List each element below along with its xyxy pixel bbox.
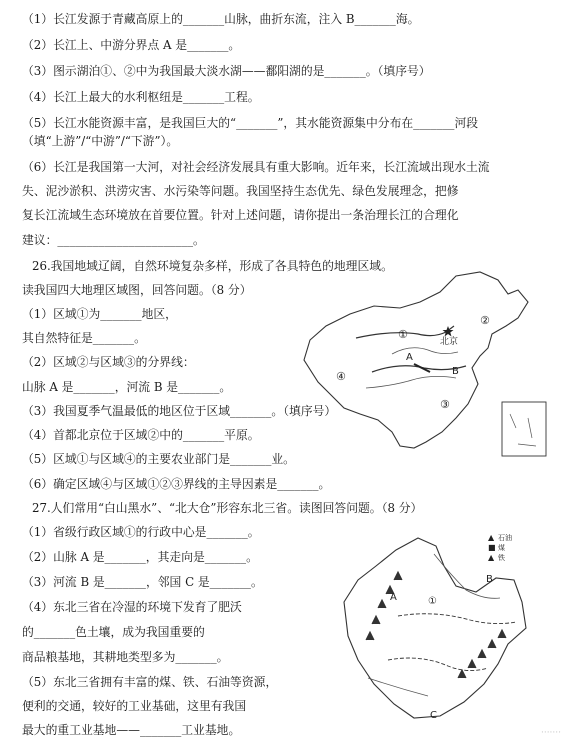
text-line: 复长江流域生态环境放在首要位置。针对上述问题，请你提出一条治理长江的合理化 xyxy=(22,208,459,222)
map-label-a: A xyxy=(406,352,413,363)
text-line: 山脉 A 是_______，河流 B 是_______。 xyxy=(22,380,232,394)
text-line: （5）东北三省拥有丰富的煤、铁、石油等资源， xyxy=(22,675,278,689)
mountain-range-east xyxy=(458,630,506,678)
text-line: （4）首都北京位于区域②中的_______平原。 xyxy=(22,428,260,442)
map-label-1: ① xyxy=(428,596,437,607)
text-line: 26.我国地域辽阔，自然环境复杂多样，形成了各具特色的地理区域。 xyxy=(32,259,393,273)
text-line: （3）河流 B 是_______，邻国 C 是_______。 xyxy=(22,575,263,589)
legend-symbol-oil: ▲ xyxy=(488,533,495,542)
china-outline xyxy=(304,272,528,448)
text-line: （1）长江发源于青藏高原上的_______山脉，曲折东流，注入 B_______海。 xyxy=(22,12,420,26)
region-label-4: ④ xyxy=(336,370,346,383)
text-line: （填“上游”/“中游”/“下游”）。 xyxy=(22,134,179,148)
text-line: 27.人们常用“白山黑水”、“北大仓”形容东北三省。读图回答问题。（8 分） xyxy=(32,501,423,515)
text-line: （1）省级行政区域①的行政中心是_______。 xyxy=(22,525,260,539)
text-line: 建议：_______________________。 xyxy=(22,233,205,247)
region-label-2: ② xyxy=(480,314,490,327)
text-line: 其自然特征是_______。 xyxy=(22,331,146,345)
map-label-c: C xyxy=(430,710,437,721)
text-line: 最大的重工业基地——_______工业基地。 xyxy=(22,723,241,737)
river-path xyxy=(366,376,456,388)
legend-iron: 铁 xyxy=(498,554,505,562)
text-line: （6）长江是我国第一大河，对社会经济发展具有重大影响。近年来，长江流域出现水土流 xyxy=(22,160,490,174)
text-line: （4）长江上最大的水利枢纽是_______工程。 xyxy=(22,90,260,104)
legend-coal: 煤 xyxy=(498,544,505,552)
text-line: （6）确定区域④与区域①②③界线的主导因素是_______。 xyxy=(22,477,331,491)
river-yellow xyxy=(392,348,458,354)
region-label-3: ③ xyxy=(440,398,450,411)
china-regions-map xyxy=(296,268,558,460)
map-label-b: B xyxy=(452,366,459,377)
text-line: 读我国四大地理区域图，回答问题。（8 分） xyxy=(22,283,252,297)
legend-oil: 石油 xyxy=(498,534,512,542)
northeast-outline xyxy=(344,538,526,718)
text-line: （1）区域①为_______地区， xyxy=(22,307,177,321)
map-label-a: A xyxy=(390,592,397,603)
text-line: 商品粮基地，其耕地类型多为_______。 xyxy=(22,650,229,664)
legend-symbol-iron: ▲ xyxy=(488,553,495,562)
map-label-b: B xyxy=(486,574,493,585)
text-line: （3）图示湖泊①、②中为我国最大淡水湖——鄱阳湖的是_______。（填序号） xyxy=(22,64,431,78)
text-line: （2）山脉 A 是_______，其走向是_______。 xyxy=(22,550,258,564)
map-label-beijing: 北京 xyxy=(440,337,459,347)
text-line: （2）区域②与区域③的分界线： xyxy=(22,355,195,369)
text-line: （5）区域①与区域④的主要农业部门是_______业。 xyxy=(22,452,295,466)
text-line: （2）长江上、中游分界点 A 是_______。 xyxy=(22,38,241,52)
text-line: （4）东北三省在冷湿的环境下发育了肥沃 xyxy=(22,600,242,614)
legend-symbol-coal: ■ xyxy=(488,543,496,552)
mountain-range-a xyxy=(366,572,402,640)
corner-watermark: ······· xyxy=(540,728,561,738)
text-line: 便利的交通，较好的工业基础，这里有我国 xyxy=(22,699,247,713)
text-line: 失、泥沙淤积、洪涝灾害、水污染等问题。我国坚持生态优先、绿色发展理念，把修 xyxy=(22,184,459,198)
northeast-china-map xyxy=(338,528,558,740)
text-line: （3）我国夏季气温最低的地区位于区域_______。（填序号） xyxy=(22,404,337,418)
province-boundary xyxy=(398,614,516,624)
south-sea-inset xyxy=(502,402,546,456)
region-label-1: ① xyxy=(398,328,408,341)
text-line: （5）长江水能资源丰富，是我国巨大的“_______”，其水能资源集中分布在_______河段 xyxy=(22,116,479,130)
inset-islands xyxy=(510,414,536,446)
text-line: 的_______色土壤，成为我国重要的 xyxy=(22,625,205,639)
